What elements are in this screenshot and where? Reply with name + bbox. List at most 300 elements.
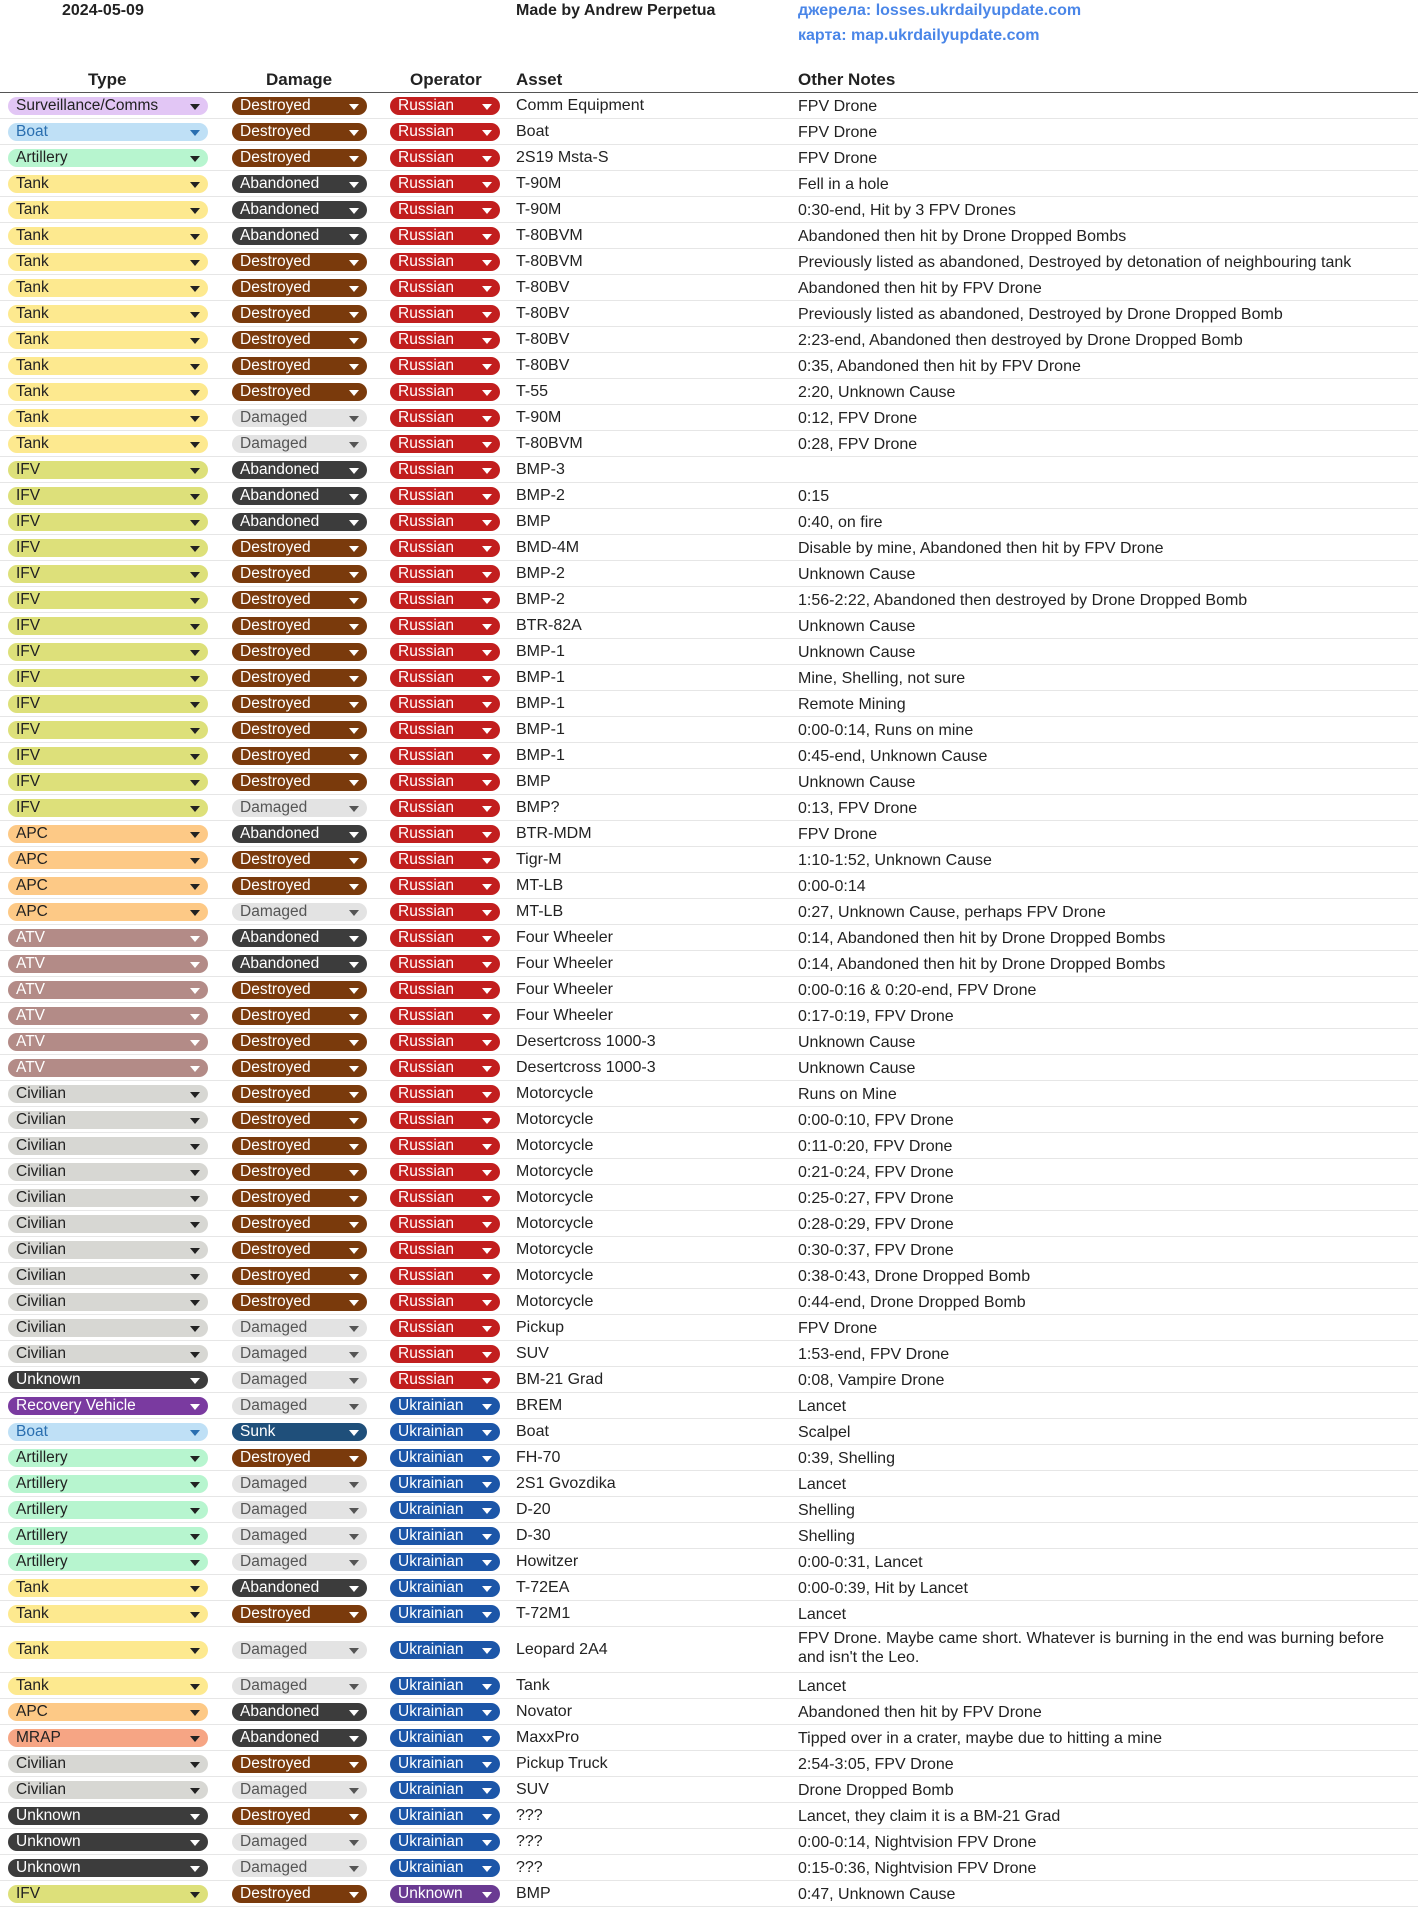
type-dropdown[interactable] bbox=[8, 1605, 208, 1623]
notes-cell[interactable]: 0:40, on fire bbox=[798, 514, 883, 531]
damage-dropdown[interactable] bbox=[232, 279, 367, 297]
notes-cell[interactable]: Previously listed as abandoned, Destroyed by Drone Dropped Bomb bbox=[798, 306, 1283, 323]
operator-dropdown[interactable] bbox=[390, 461, 500, 479]
asset-cell[interactable]: Motorcycle bbox=[516, 1085, 594, 1102]
notes-cell[interactable]: 0:25-0:27, FPV Drone bbox=[798, 1190, 954, 1207]
asset-cell[interactable]: BMP-3 bbox=[516, 461, 565, 478]
asset-cell[interactable]: 2S19 Msta-S bbox=[516, 149, 609, 166]
asset-cell[interactable]: BMP-1 bbox=[516, 747, 565, 764]
type-dropdown[interactable] bbox=[8, 1007, 208, 1025]
damage-dropdown[interactable] bbox=[232, 1605, 367, 1623]
notes-cell[interactable]: Lancet bbox=[798, 1606, 847, 1623]
operator-dropdown[interactable] bbox=[390, 877, 500, 895]
notes-cell[interactable]: Unknown Cause bbox=[798, 644, 916, 661]
asset-cell[interactable]: Howitzer bbox=[516, 1553, 579, 1570]
notes-cell[interactable]: 1:10-1:52, Unknown Cause bbox=[798, 852, 992, 869]
type-dropdown[interactable] bbox=[8, 669, 208, 687]
operator-dropdown[interactable] bbox=[390, 799, 500, 817]
operator-dropdown[interactable] bbox=[390, 1007, 500, 1025]
asset-cell[interactable]: T-80BVM bbox=[516, 435, 583, 452]
type-dropdown[interactable] bbox=[8, 1527, 208, 1545]
type-dropdown[interactable] bbox=[8, 123, 208, 141]
notes-cell[interactable]: 0:08, Vampire Drone bbox=[798, 1372, 945, 1389]
notes-cell[interactable]: Runs on Mine bbox=[798, 1086, 897, 1103]
asset-cell[interactable]: ??? bbox=[516, 1807, 543, 1824]
type-dropdown[interactable] bbox=[8, 253, 208, 271]
asset-cell[interactable]: Motorcycle bbox=[516, 1215, 594, 1232]
operator-dropdown[interactable] bbox=[390, 695, 500, 713]
damage-dropdown[interactable] bbox=[232, 721, 367, 739]
notes-cell[interactable]: 2:20, Unknown Cause bbox=[798, 384, 956, 401]
type-dropdown[interactable] bbox=[8, 1781, 208, 1799]
damage-dropdown[interactable] bbox=[232, 1833, 367, 1851]
notes-cell[interactable]: Disable by mine, Abandoned then hit by FPV Drone bbox=[798, 540, 1164, 557]
asset-cell[interactable]: Motorcycle bbox=[516, 1293, 594, 1310]
type-dropdown[interactable] bbox=[8, 1729, 208, 1747]
operator-dropdown[interactable] bbox=[390, 305, 500, 323]
type-dropdown[interactable] bbox=[8, 1579, 208, 1597]
operator-dropdown[interactable] bbox=[390, 669, 500, 687]
type-dropdown[interactable] bbox=[8, 357, 208, 375]
operator-dropdown[interactable] bbox=[390, 1423, 500, 1441]
notes-cell[interactable]: FPV Drone bbox=[798, 98, 878, 115]
notes-cell[interactable]: Fell in a hole bbox=[798, 176, 889, 193]
damage-dropdown[interactable] bbox=[232, 617, 367, 635]
notes-cell[interactable]: Lancet bbox=[798, 1678, 847, 1695]
type-dropdown[interactable] bbox=[8, 1241, 208, 1259]
type-dropdown[interactable] bbox=[8, 1449, 208, 1467]
operator-dropdown[interactable] bbox=[390, 1241, 500, 1259]
asset-cell[interactable]: 2S1 Gvozdika bbox=[516, 1475, 616, 1492]
column-header-type[interactable]: Type bbox=[88, 70, 127, 89]
notes-cell[interactable]: Unknown Cause bbox=[798, 566, 916, 583]
notes-cell[interactable]: 1:53-end, FPV Drone bbox=[798, 1346, 950, 1363]
damage-dropdown[interactable] bbox=[232, 1527, 367, 1545]
notes-cell[interactable]: Abandoned then hit by FPV Drone bbox=[798, 280, 1042, 297]
damage-dropdown[interactable] bbox=[232, 383, 367, 401]
type-dropdown[interactable] bbox=[8, 695, 208, 713]
notes-cell[interactable]: 0:00-0:16 & 0:20-end, FPV Drone bbox=[798, 982, 1037, 999]
operator-dropdown[interactable] bbox=[390, 1215, 500, 1233]
damage-dropdown[interactable] bbox=[232, 1267, 367, 1285]
damage-dropdown[interactable] bbox=[232, 1371, 367, 1389]
damage-dropdown[interactable] bbox=[232, 1085, 367, 1103]
type-dropdown[interactable] bbox=[8, 617, 208, 635]
type-dropdown[interactable] bbox=[8, 981, 208, 999]
notes-cell[interactable]: Abandoned then hit by FPV Drone bbox=[798, 1704, 1042, 1721]
type-dropdown[interactable] bbox=[8, 1137, 208, 1155]
damage-dropdown[interactable] bbox=[232, 591, 367, 609]
type-dropdown[interactable] bbox=[8, 461, 208, 479]
notes-cell[interactable]: Lancet bbox=[798, 1476, 847, 1493]
operator-dropdown[interactable] bbox=[390, 1111, 500, 1129]
notes-cell[interactable]: 1:56-2:22, Abandoned then destroyed by Drone Dropped Bomb bbox=[798, 592, 1248, 609]
type-dropdown[interactable] bbox=[8, 383, 208, 401]
operator-dropdown[interactable] bbox=[390, 1501, 500, 1519]
damage-dropdown[interactable] bbox=[232, 1137, 367, 1155]
notes-cell[interactable]: Unknown Cause bbox=[798, 1034, 916, 1051]
operator-dropdown[interactable] bbox=[390, 539, 500, 557]
type-dropdown[interactable] bbox=[8, 487, 208, 505]
operator-dropdown[interactable] bbox=[390, 1781, 500, 1799]
notes-cell[interactable]: Unknown Cause bbox=[798, 618, 916, 635]
operator-dropdown[interactable] bbox=[390, 643, 500, 661]
asset-cell[interactable]: Novator bbox=[516, 1703, 573, 1720]
operator-dropdown[interactable] bbox=[390, 1371, 500, 1389]
operator-dropdown[interactable] bbox=[390, 149, 500, 167]
damage-dropdown[interactable] bbox=[232, 175, 367, 193]
asset-cell[interactable]: BMP bbox=[516, 513, 551, 530]
type-dropdown[interactable] bbox=[8, 1267, 208, 1285]
notes-cell[interactable]: FPV Drone bbox=[798, 124, 878, 141]
operator-dropdown[interactable] bbox=[390, 1729, 500, 1747]
notes-cell[interactable]: FPV Drone bbox=[798, 1320, 878, 1337]
operator-dropdown[interactable] bbox=[390, 1605, 500, 1623]
damage-dropdown[interactable] bbox=[232, 1807, 367, 1825]
type-dropdown[interactable] bbox=[8, 1293, 208, 1311]
asset-cell[interactable]: ??? bbox=[516, 1859, 543, 1876]
operator-dropdown[interactable] bbox=[390, 721, 500, 739]
notes-cell[interactable]: 0:00-0:10, FPV Drone bbox=[798, 1112, 954, 1129]
type-dropdown[interactable] bbox=[8, 227, 208, 245]
operator-dropdown[interactable] bbox=[390, 513, 500, 531]
type-dropdown[interactable] bbox=[8, 955, 208, 973]
notes-cell[interactable]: 0:45-end, Unknown Cause bbox=[798, 748, 988, 765]
operator-dropdown[interactable] bbox=[390, 929, 500, 947]
damage-dropdown[interactable] bbox=[232, 1319, 367, 1337]
asset-cell[interactable]: T-80BV bbox=[516, 279, 570, 296]
notes-cell[interactable]: 0:13, FPV Drone bbox=[798, 800, 918, 817]
damage-dropdown[interactable] bbox=[232, 123, 367, 141]
damage-dropdown[interactable] bbox=[232, 1729, 367, 1747]
damage-dropdown[interactable] bbox=[232, 903, 367, 921]
asset-cell[interactable]: BMP-1 bbox=[516, 695, 565, 712]
asset-cell[interactable]: Tigr-M bbox=[516, 851, 562, 868]
notes-cell[interactable]: 0:28-0:29, FPV Drone bbox=[798, 1216, 954, 1233]
damage-dropdown[interactable] bbox=[232, 877, 367, 895]
operator-dropdown[interactable] bbox=[390, 123, 500, 141]
operator-dropdown[interactable] bbox=[390, 331, 500, 349]
operator-dropdown[interactable] bbox=[390, 1553, 500, 1571]
asset-cell[interactable]: Motorcycle bbox=[516, 1163, 594, 1180]
notes-cell[interactable]: Drone Dropped Bomb bbox=[798, 1782, 954, 1799]
type-dropdown[interactable] bbox=[8, 279, 208, 297]
asset-cell[interactable]: BMP-2 bbox=[516, 591, 565, 608]
asset-cell[interactable]: MaxxPro bbox=[516, 1729, 580, 1746]
damage-dropdown[interactable] bbox=[232, 1703, 367, 1721]
notes-cell[interactable]: 0:39, Shelling bbox=[798, 1450, 895, 1467]
notes-cell[interactable]: Unknown Cause bbox=[798, 774, 916, 791]
notes-cell[interactable]: 0:00-0:14 bbox=[798, 878, 866, 895]
type-dropdown[interactable] bbox=[8, 409, 208, 427]
operator-dropdown[interactable] bbox=[390, 773, 500, 791]
operator-dropdown[interactable] bbox=[390, 1833, 500, 1851]
notes-cell[interactable]: 2:23-end, Abandoned then destroyed by Drone Dropped Bomb bbox=[798, 332, 1243, 349]
asset-cell[interactable]: Four Wheeler bbox=[516, 929, 613, 946]
notes-cell[interactable]: 0:00-0:14, Runs on mine bbox=[798, 722, 974, 739]
type-dropdown[interactable] bbox=[8, 513, 208, 531]
operator-dropdown[interactable] bbox=[390, 1755, 500, 1773]
type-dropdown[interactable] bbox=[8, 1755, 208, 1773]
operator-dropdown[interactable] bbox=[390, 617, 500, 635]
type-dropdown[interactable] bbox=[8, 591, 208, 609]
operator-dropdown[interactable] bbox=[390, 981, 500, 999]
type-dropdown[interactable] bbox=[8, 1677, 208, 1695]
notes-cell[interactable]: 0:14, Abandoned then hit by Drone Dropped Bombs bbox=[798, 930, 1166, 947]
type-dropdown[interactable] bbox=[8, 1163, 208, 1181]
type-dropdown[interactable] bbox=[8, 747, 208, 765]
type-dropdown[interactable] bbox=[8, 1371, 208, 1389]
asset-cell[interactable]: Motorcycle bbox=[516, 1189, 594, 1206]
damage-dropdown[interactable] bbox=[232, 773, 367, 791]
damage-dropdown[interactable] bbox=[232, 305, 367, 323]
damage-dropdown[interactable] bbox=[232, 149, 367, 167]
type-dropdown[interactable] bbox=[8, 1085, 208, 1103]
type-dropdown[interactable] bbox=[8, 1885, 208, 1903]
asset-cell[interactable]: BTR-82A bbox=[516, 617, 582, 634]
damage-dropdown[interactable] bbox=[232, 201, 367, 219]
type-dropdown[interactable] bbox=[8, 435, 208, 453]
operator-dropdown[interactable] bbox=[390, 1397, 500, 1415]
damage-dropdown[interactable] bbox=[232, 565, 367, 583]
asset-cell[interactable]: BMP? bbox=[516, 799, 560, 816]
asset-cell[interactable]: BMP-2 bbox=[516, 487, 565, 504]
notes-cell[interactable]: 0:14, Abandoned then hit by Drone Dropped Bombs bbox=[798, 956, 1166, 973]
map-link[interactable]: карта: map.ukrdailyupdate.com bbox=[798, 27, 1040, 44]
damage-dropdown[interactable] bbox=[232, 97, 367, 115]
damage-dropdown[interactable] bbox=[232, 1163, 367, 1181]
asset-cell[interactable]: T-80BVM bbox=[516, 227, 583, 244]
operator-dropdown[interactable] bbox=[390, 1885, 500, 1903]
asset-cell[interactable]: SUV bbox=[516, 1345, 549, 1362]
type-dropdown[interactable] bbox=[8, 877, 208, 895]
damage-dropdown[interactable] bbox=[232, 357, 367, 375]
damage-dropdown[interactable] bbox=[232, 1677, 367, 1695]
asset-cell[interactable]: BMP-1 bbox=[516, 669, 565, 686]
asset-cell[interactable]: Pickup bbox=[516, 1319, 565, 1336]
asset-cell[interactable]: BTR-MDM bbox=[516, 825, 592, 842]
operator-dropdown[interactable] bbox=[390, 1319, 500, 1337]
asset-cell[interactable]: Four Wheeler bbox=[516, 1007, 613, 1024]
damage-dropdown[interactable] bbox=[232, 1579, 367, 1597]
type-dropdown[interactable] bbox=[8, 1215, 208, 1233]
damage-dropdown[interactable] bbox=[232, 1189, 367, 1207]
asset-cell[interactable]: BMP bbox=[516, 773, 551, 790]
damage-dropdown[interactable] bbox=[232, 1241, 367, 1259]
operator-dropdown[interactable] bbox=[390, 1293, 500, 1311]
damage-dropdown[interactable] bbox=[232, 981, 367, 999]
damage-dropdown[interactable] bbox=[232, 1397, 367, 1415]
asset-cell[interactable]: BMD-4M bbox=[516, 539, 580, 556]
asset-cell[interactable]: BMP-1 bbox=[516, 643, 565, 660]
type-dropdown[interactable] bbox=[8, 1807, 208, 1825]
damage-dropdown[interactable] bbox=[232, 1449, 367, 1467]
operator-dropdown[interactable] bbox=[390, 851, 500, 869]
damage-dropdown[interactable] bbox=[232, 227, 367, 245]
operator-dropdown[interactable] bbox=[390, 357, 500, 375]
asset-cell[interactable]: Desertcross 1000-3 bbox=[516, 1033, 656, 1050]
operator-dropdown[interactable] bbox=[390, 591, 500, 609]
damage-dropdown[interactable] bbox=[232, 435, 367, 453]
sources-link[interactable]: джерела: losses.ukrdailyupdate.com bbox=[798, 2, 1082, 19]
type-dropdown[interactable] bbox=[8, 1553, 208, 1571]
operator-dropdown[interactable] bbox=[390, 955, 500, 973]
type-dropdown[interactable] bbox=[8, 1475, 208, 1493]
asset-cell[interactable]: T-90M bbox=[516, 409, 562, 426]
notes-cell[interactable]: 0:27, Unknown Cause, perhaps FPV Drone bbox=[798, 904, 1106, 921]
notes-cell[interactable]: 0:00-0:14, Nightvision FPV Drone bbox=[798, 1834, 1037, 1851]
asset-cell[interactable]: BREM bbox=[516, 1397, 563, 1414]
notes-cell[interactable]: 0:15 bbox=[798, 488, 830, 505]
damage-dropdown[interactable] bbox=[232, 1641, 367, 1659]
damage-dropdown[interactable] bbox=[232, 513, 367, 531]
damage-dropdown[interactable] bbox=[232, 1033, 367, 1051]
asset-cell[interactable]: T-90M bbox=[516, 201, 562, 218]
operator-dropdown[interactable] bbox=[390, 97, 500, 115]
column-header-operator[interactable]: Operator bbox=[410, 70, 482, 89]
type-dropdown[interactable] bbox=[8, 539, 208, 557]
notes-cell[interactable]: 0:38-0:43, Drone Dropped Bomb bbox=[798, 1268, 1031, 1285]
notes-cell[interactable]: Tipped over in a crater, maybe due to hitting a mine bbox=[798, 1730, 1163, 1747]
operator-dropdown[interactable] bbox=[390, 1641, 500, 1659]
asset-cell[interactable]: BMP-2 bbox=[516, 565, 565, 582]
operator-dropdown[interactable] bbox=[390, 565, 500, 583]
operator-dropdown[interactable] bbox=[390, 175, 500, 193]
damage-dropdown[interactable] bbox=[232, 1885, 367, 1903]
asset-cell[interactable]: Motorcycle bbox=[516, 1137, 594, 1154]
operator-dropdown[interactable] bbox=[390, 1677, 500, 1695]
damage-dropdown[interactable] bbox=[232, 1293, 367, 1311]
asset-cell[interactable]: FH-70 bbox=[516, 1449, 561, 1466]
damage-dropdown[interactable] bbox=[232, 1781, 367, 1799]
damage-dropdown[interactable] bbox=[232, 1059, 367, 1077]
asset-cell[interactable]: Leopard 2A4 bbox=[516, 1641, 608, 1658]
notes-cell[interactable]: Scalpel bbox=[798, 1424, 851, 1441]
asset-cell[interactable]: Motorcycle bbox=[516, 1267, 594, 1284]
notes-cell[interactable]: 0:28, FPV Drone bbox=[798, 436, 918, 453]
type-dropdown[interactable] bbox=[8, 1319, 208, 1337]
operator-dropdown[interactable] bbox=[390, 1163, 500, 1181]
asset-cell[interactable]: BMP-1 bbox=[516, 721, 565, 738]
operator-dropdown[interactable] bbox=[390, 1807, 500, 1825]
damage-dropdown[interactable] bbox=[232, 1345, 367, 1363]
asset-cell[interactable]: Desertcross 1000-3 bbox=[516, 1059, 656, 1076]
operator-dropdown[interactable] bbox=[390, 747, 500, 765]
operator-dropdown[interactable] bbox=[390, 1267, 500, 1285]
notes-cell[interactable]: 0:30-end, Hit by 3 FPV Drones bbox=[798, 202, 1016, 219]
notes-cell[interactable]: Mine, Shelling, not sure bbox=[798, 670, 966, 687]
asset-cell[interactable]: ??? bbox=[516, 1833, 543, 1850]
asset-cell[interactable]: Four Wheeler bbox=[516, 955, 613, 972]
damage-dropdown[interactable] bbox=[232, 1859, 367, 1877]
notes-cell[interactable]: 2:54-3:05, FPV Drone bbox=[798, 1756, 954, 1773]
operator-dropdown[interactable] bbox=[390, 1345, 500, 1363]
asset-cell[interactable]: D-20 bbox=[516, 1501, 551, 1518]
damage-dropdown[interactable] bbox=[232, 695, 367, 713]
type-dropdown[interactable] bbox=[8, 903, 208, 921]
notes-cell[interactable]: 0:00-0:31, Lancet bbox=[798, 1554, 923, 1571]
notes-cell[interactable]: Shelling bbox=[798, 1502, 855, 1519]
damage-dropdown[interactable] bbox=[232, 1111, 367, 1129]
notes-cell[interactable]: 0:15-0:36, Nightvision FPV Drone bbox=[798, 1860, 1037, 1877]
notes-cell[interactable]: Shelling bbox=[798, 1528, 855, 1545]
asset-cell[interactable]: BM-21 Grad bbox=[516, 1371, 604, 1388]
operator-dropdown[interactable] bbox=[390, 1475, 500, 1493]
type-dropdown[interactable] bbox=[8, 1345, 208, 1363]
type-dropdown[interactable] bbox=[8, 799, 208, 817]
operator-dropdown[interactable] bbox=[390, 1189, 500, 1207]
type-dropdown[interactable] bbox=[8, 1501, 208, 1519]
damage-dropdown[interactable] bbox=[232, 1501, 367, 1519]
notes-cell[interactable]: Lancet bbox=[798, 1398, 847, 1415]
type-dropdown[interactable] bbox=[8, 1033, 208, 1051]
asset-cell[interactable]: T-80BV bbox=[516, 331, 570, 348]
asset-cell[interactable]: T-72M1 bbox=[516, 1605, 571, 1622]
operator-dropdown[interactable] bbox=[390, 409, 500, 427]
type-dropdown[interactable] bbox=[8, 331, 208, 349]
asset-cell[interactable]: T-80BVM bbox=[516, 253, 583, 270]
operator-dropdown[interactable] bbox=[390, 435, 500, 453]
notes-cell[interactable]: FPV Drone bbox=[798, 150, 878, 167]
notes-cell[interactable]: FPV Drone bbox=[798, 826, 878, 843]
damage-dropdown[interactable] bbox=[232, 253, 367, 271]
asset-cell[interactable]: Motorcycle bbox=[516, 1111, 594, 1128]
asset-cell[interactable]: T-55 bbox=[516, 383, 549, 400]
asset-cell[interactable]: Tank bbox=[516, 1677, 550, 1694]
operator-dropdown[interactable] bbox=[390, 201, 500, 219]
asset-cell[interactable]: Four Wheeler bbox=[516, 981, 613, 998]
damage-dropdown[interactable] bbox=[232, 331, 367, 349]
operator-dropdown[interactable] bbox=[390, 253, 500, 271]
type-dropdown[interactable] bbox=[8, 97, 208, 115]
asset-cell[interactable]: Boat bbox=[516, 123, 549, 140]
notes-cell[interactable]: FPV Drone. Maybe came short. Whatever is burning in the end was burning before and isn't the Leo. bbox=[798, 1630, 1385, 1666]
type-dropdown[interactable] bbox=[8, 305, 208, 323]
damage-dropdown[interactable] bbox=[232, 409, 367, 427]
operator-dropdown[interactable] bbox=[390, 903, 500, 921]
notes-cell[interactable]: 0:44-end, Drone Dropped Bomb bbox=[798, 1294, 1026, 1311]
notes-cell[interactable]: 0:11-0:20, FPV Drone bbox=[798, 1138, 953, 1155]
notes-cell[interactable]: 0:21-0:24, FPV Drone bbox=[798, 1164, 954, 1181]
notes-cell[interactable]: Unknown Cause bbox=[798, 1060, 916, 1077]
type-dropdown[interactable] bbox=[8, 825, 208, 843]
operator-dropdown[interactable] bbox=[390, 383, 500, 401]
damage-dropdown[interactable] bbox=[232, 955, 367, 973]
operator-dropdown[interactable] bbox=[390, 1527, 500, 1545]
operator-dropdown[interactable] bbox=[390, 1703, 500, 1721]
operator-dropdown[interactable] bbox=[390, 227, 500, 245]
damage-dropdown[interactable] bbox=[232, 1755, 367, 1773]
damage-dropdown[interactable] bbox=[232, 747, 367, 765]
type-dropdown[interactable] bbox=[8, 175, 208, 193]
operator-dropdown[interactable] bbox=[390, 1579, 500, 1597]
type-dropdown[interactable] bbox=[8, 565, 208, 583]
asset-cell[interactable]: T-90M bbox=[516, 175, 562, 192]
notes-cell[interactable]: 0:17-0:19, FPV Drone bbox=[798, 1008, 954, 1025]
asset-cell[interactable]: MT-LB bbox=[516, 903, 564, 920]
notes-cell[interactable]: Abandoned then hit by Drone Dropped Bombs bbox=[798, 228, 1127, 245]
damage-dropdown[interactable] bbox=[232, 669, 367, 687]
asset-cell[interactable]: Boat bbox=[516, 1423, 549, 1440]
notes-cell[interactable]: Lancet, they claim it is a BM-21 Grad bbox=[798, 1808, 1061, 1825]
damage-dropdown[interactable] bbox=[232, 799, 367, 817]
damage-dropdown[interactable] bbox=[232, 1215, 367, 1233]
type-dropdown[interactable] bbox=[8, 1423, 208, 1441]
damage-dropdown[interactable] bbox=[232, 851, 367, 869]
type-dropdown[interactable] bbox=[8, 1111, 208, 1129]
notes-cell[interactable]: 0:00-0:39, Hit by Lancet bbox=[798, 1580, 968, 1597]
notes-cell[interactable]: Remote Mining bbox=[798, 696, 906, 713]
